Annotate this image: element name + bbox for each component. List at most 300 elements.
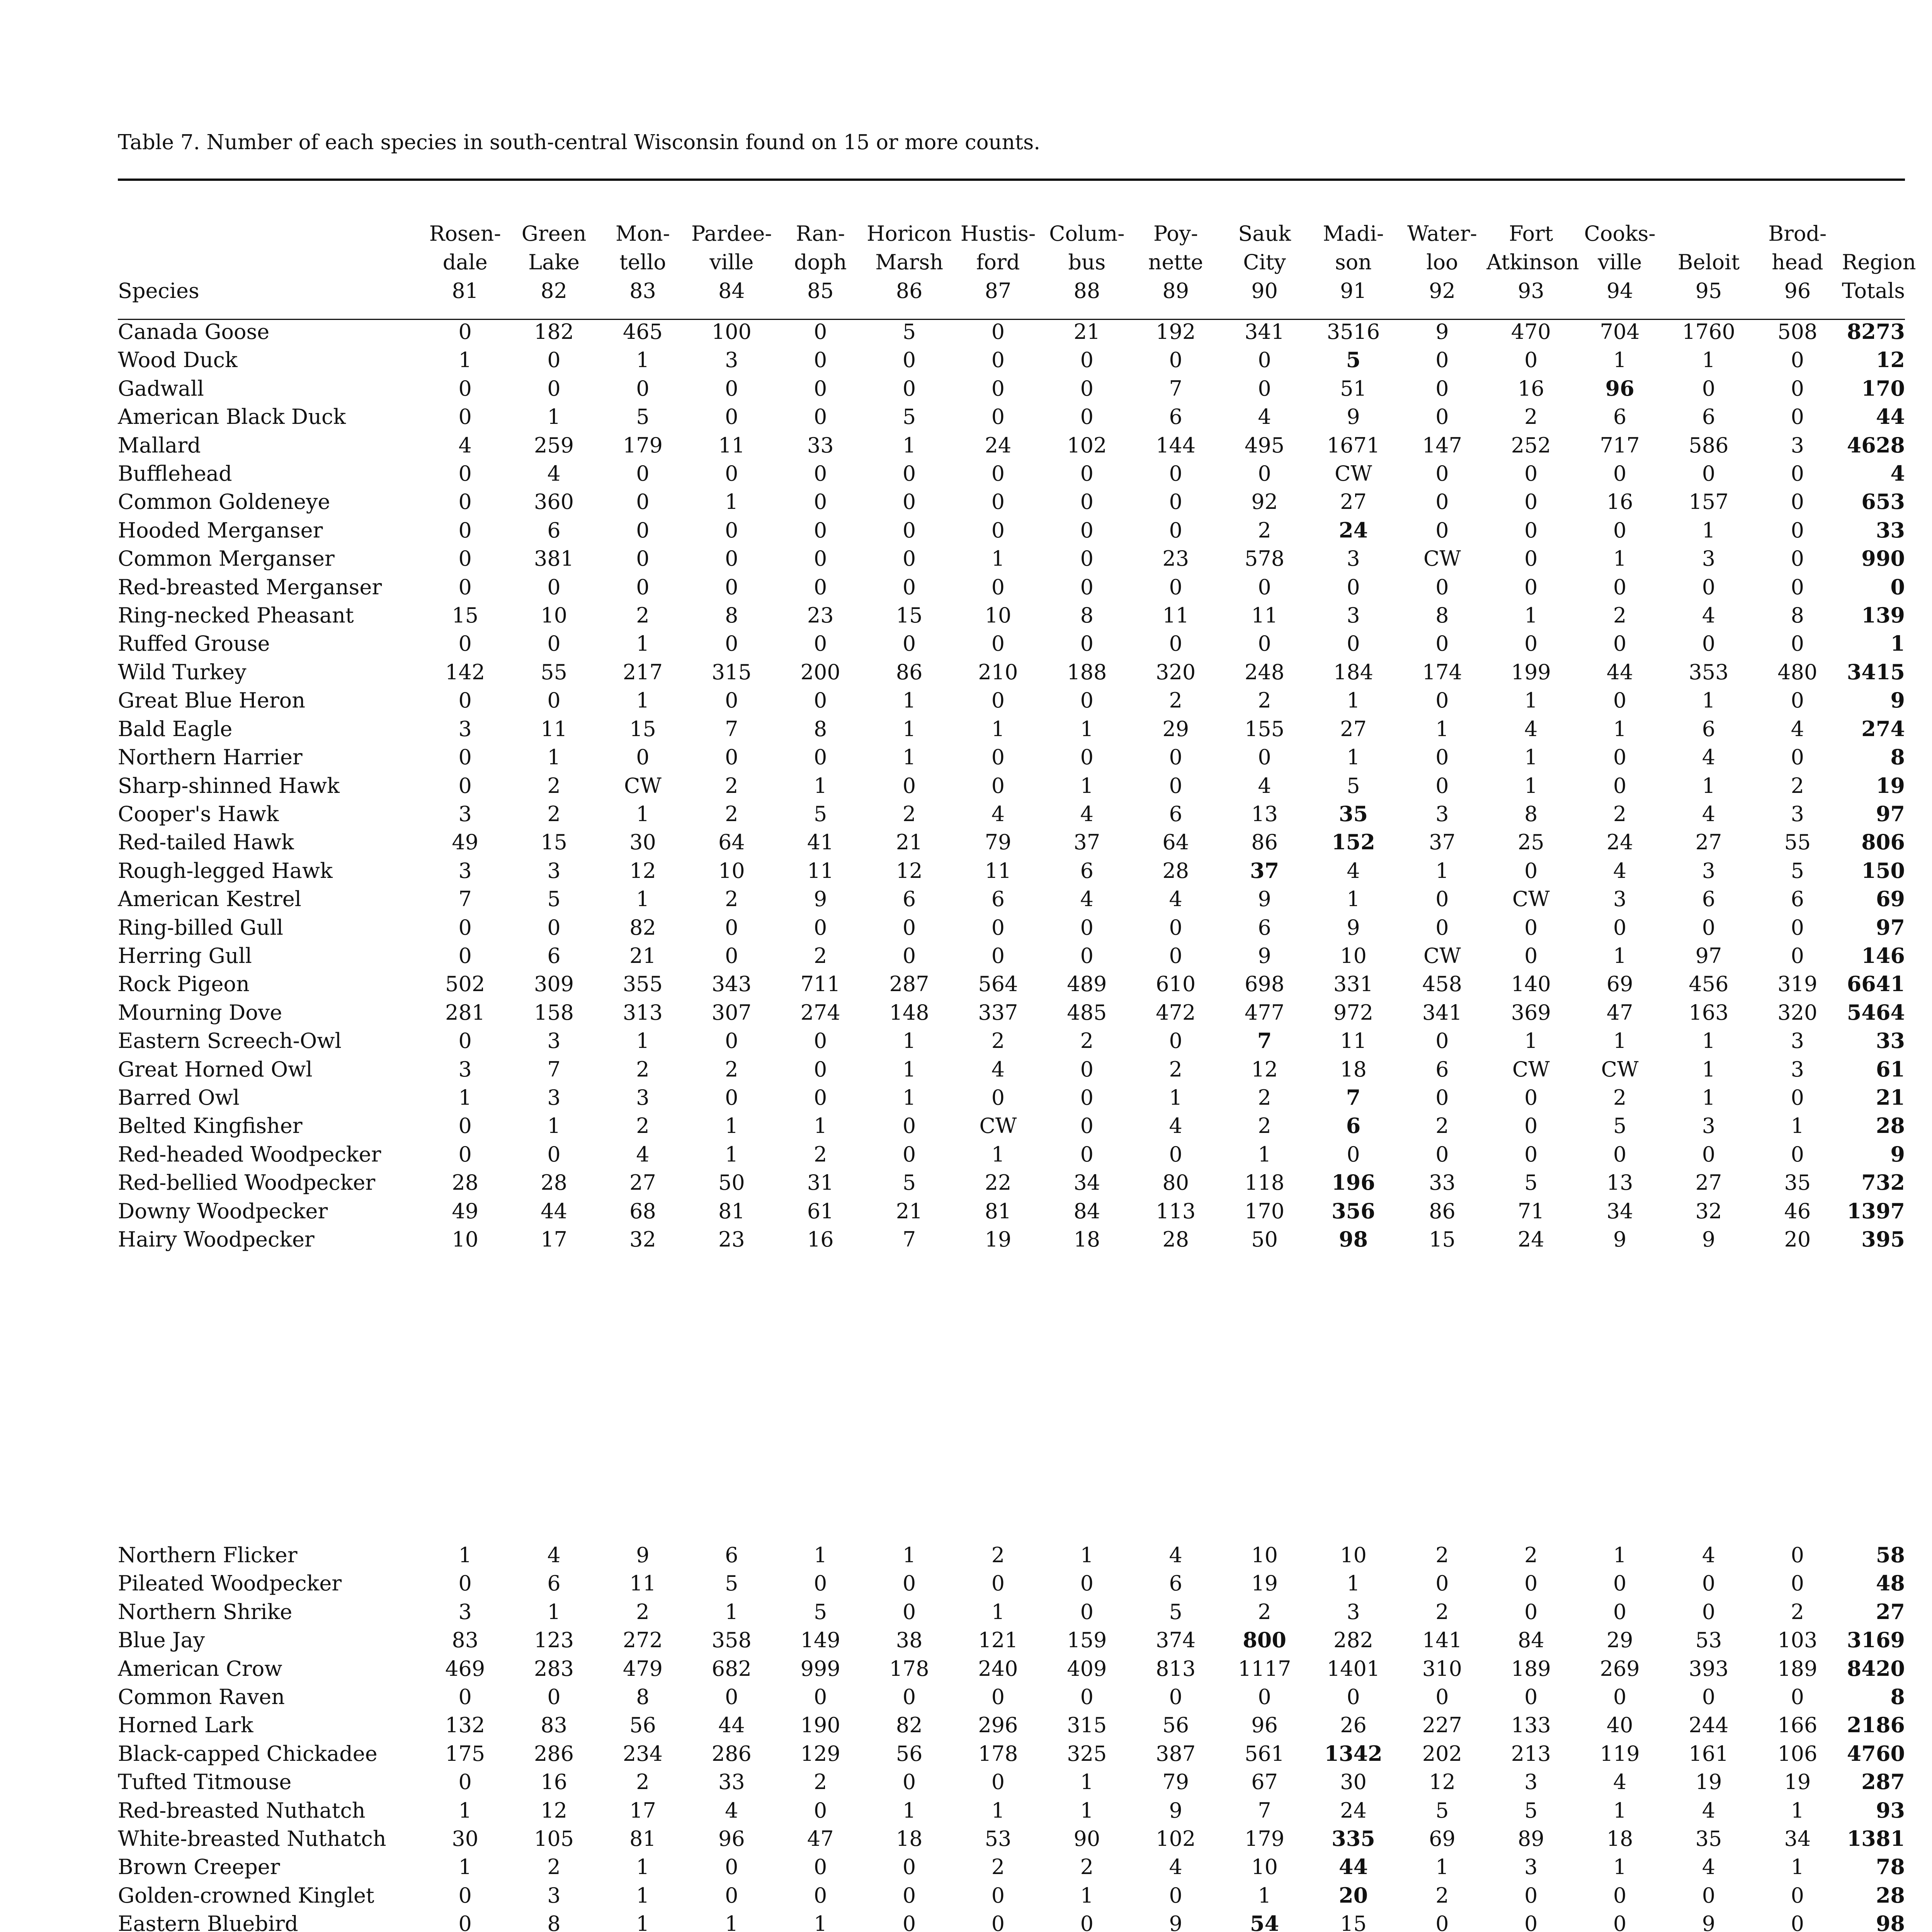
count-cell: 0 (1080, 915, 1094, 940)
count-cell: 0 (902, 1114, 916, 1138)
region-total-cell: 58 (1876, 1543, 1905, 1567)
count-cell: 24 (985, 433, 1012, 457)
count-cell: 0 (1702, 1142, 1716, 1167)
count-cell: 0 (1435, 1085, 1449, 1110)
count-cell: 2 (547, 773, 561, 798)
count-cell: 0 (636, 546, 650, 571)
count-cell: 0 (636, 490, 650, 514)
count-cell: 274 (800, 1000, 840, 1025)
count-cell: 0 (1080, 376, 1094, 401)
table-row (118, 403, 1905, 431)
count-cell: 3 (1524, 1855, 1538, 1879)
count-cell: 1 (1347, 688, 1360, 713)
region-total-cell: 98 (1876, 1911, 1905, 1932)
count-cell: 0 (1524, 546, 1538, 571)
count-cell: 0 (1169, 1142, 1182, 1167)
count-cell: 335 (1332, 1826, 1375, 1851)
count-cell: 4 (1169, 1543, 1182, 1567)
count-cell: 2 (725, 887, 738, 912)
column-header: Sauk (1238, 221, 1291, 246)
count-cell: 0 (1435, 405, 1449, 429)
count-cell: 1 (1613, 1798, 1627, 1823)
count-cell: 0 (1080, 943, 1094, 968)
count-cell: 2 (814, 1770, 827, 1794)
count-cell: 179 (622, 433, 663, 457)
count-cell: 5 (1435, 1798, 1449, 1823)
count-cell: 3516 (1327, 320, 1380, 344)
region-total-cell: 732 (1861, 1170, 1905, 1195)
species-name: Ring-necked Pheasant (118, 603, 354, 628)
count-cell: 0 (1702, 1599, 1716, 1624)
count-cell: 3 (1347, 603, 1360, 628)
count-cell: 27 (1340, 716, 1367, 741)
count-cell: 564 (978, 972, 1018, 997)
count-cell: 179 (1245, 1827, 1285, 1851)
count-cell: 2 (725, 1057, 738, 1082)
count-cell: 0 (1524, 1085, 1538, 1110)
column-header: Mon- (616, 221, 670, 246)
region-total-cell: 97 (1876, 801, 1905, 826)
count-cell: 1 (725, 1142, 738, 1167)
count-cell: 0 (902, 915, 916, 940)
count-cell: 0 (547, 1685, 561, 1709)
count-cell: 0 (1613, 461, 1627, 486)
count-cell: 92 (1251, 490, 1278, 514)
count-cell: 49 (452, 830, 479, 855)
count-cell: 0 (458, 745, 472, 770)
count-cell: 472 (1156, 1000, 1196, 1025)
count-cell: 19 (1784, 1770, 1811, 1794)
count-cell: 1 (458, 1855, 472, 1879)
count-cell: 0 (1258, 376, 1271, 401)
count-cell: 1 (991, 716, 1005, 741)
count-cell: 3 (547, 1883, 561, 1908)
count-cell: 0 (1080, 1142, 1094, 1167)
count-cell: 4 (547, 461, 561, 486)
count-cell: 0 (1347, 575, 1360, 599)
count-cell: 381 (534, 546, 574, 571)
column-header: 81 (452, 279, 479, 303)
count-cell: 1 (991, 546, 1005, 571)
count-cell: 0 (902, 631, 916, 656)
species-name: Red-headed Woodpecker (118, 1142, 381, 1167)
count-cell: 1 (636, 688, 650, 713)
count-cell: 8 (725, 603, 738, 628)
count-cell: 485 (1067, 1000, 1107, 1025)
count-cell: 1 (1258, 1883, 1271, 1908)
table-row (118, 573, 1905, 601)
region-total-cell: 2186 (1847, 1713, 1905, 1738)
count-cell: 3 (1524, 1770, 1538, 1794)
count-cell: 0 (1524, 858, 1538, 883)
count-cell: 0 (458, 688, 472, 713)
count-cell: 0 (1791, 575, 1804, 599)
count-cell: 3 (1347, 1599, 1360, 1624)
count-cell: 0 (814, 1685, 827, 1709)
count-cell: 0 (814, 405, 827, 429)
count-cell: 1 (902, 1057, 916, 1082)
table-row (118, 686, 1905, 714)
species-name: Wood Duck (118, 348, 238, 372)
count-cell: 6 (547, 943, 561, 968)
count-cell: 0 (1791, 405, 1804, 429)
count-cell: 0 (814, 1798, 827, 1823)
count-cell: 5 (1169, 1599, 1182, 1624)
count-cell: 1 (1435, 1855, 1449, 1879)
count-cell: 341 (1245, 320, 1285, 344)
count-cell: 1 (1791, 1855, 1804, 1879)
count-cell: 1 (1702, 1057, 1716, 1082)
count-cell: 456 (1689, 972, 1729, 997)
count-cell: 0 (458, 1142, 472, 1167)
count-cell: 5 (1347, 773, 1360, 798)
count-cell: 1 (636, 801, 650, 826)
count-cell: 698 (1245, 972, 1285, 997)
count-cell: 0 (1435, 1571, 1449, 1596)
species-name: Bufflehead (118, 461, 232, 486)
count-cell: 4 (458, 433, 472, 457)
column-header: ford (976, 250, 1020, 274)
count-cell: 0 (636, 376, 650, 401)
count-cell: 0 (1791, 688, 1804, 713)
count-cell: 0 (725, 1883, 738, 1908)
count-cell: 0 (1435, 1029, 1449, 1053)
count-cell: 5 (902, 405, 916, 429)
count-cell: 0 (547, 575, 561, 599)
count-cell: 0 (1435, 773, 1449, 798)
count-cell: 184 (1333, 660, 1373, 684)
count-cell: 480 (1777, 660, 1818, 684)
count-cell: 6 (1258, 915, 1271, 940)
count-cell: 0 (991, 405, 1005, 429)
count-cell: 0 (1791, 915, 1804, 940)
count-cell: 0 (1702, 1571, 1716, 1596)
species-name: Pileated Woodpecker (118, 1571, 342, 1596)
count-cell: 0 (1435, 348, 1449, 372)
count-cell: 0 (1791, 1883, 1804, 1908)
count-cell: 163 (1689, 1000, 1729, 1025)
column-header: doph (794, 250, 847, 274)
count-cell: 8 (636, 1685, 650, 1709)
count-cell: 9 (1702, 1912, 1716, 1932)
count-cell: 11 (718, 433, 745, 457)
count-cell: 1 (1613, 1543, 1627, 1567)
count-cell: 4 (1169, 1114, 1182, 1138)
count-cell: 0 (991, 490, 1005, 514)
count-cell: 1 (636, 1912, 650, 1932)
count-cell: 56 (896, 1741, 923, 1766)
count-cell: 13 (1606, 1170, 1633, 1195)
count-cell: 68 (629, 1199, 656, 1223)
count-cell: 102 (1156, 1827, 1196, 1851)
species-name: Common Goldeneye (118, 490, 330, 514)
count-cell: 53 (985, 1827, 1012, 1851)
table-row (118, 1740, 1905, 1768)
count-cell: 4 (1702, 603, 1716, 628)
count-cell: 32 (629, 1227, 656, 1252)
count-cell: 199 (1511, 660, 1551, 684)
count-cell: 2 (1258, 1114, 1271, 1138)
table-row (118, 715, 1905, 743)
column-header: loo (1426, 250, 1458, 274)
count-cell: 0 (725, 575, 738, 599)
count-cell: 0 (1258, 1685, 1271, 1709)
count-cell: 0 (636, 745, 650, 770)
count-cell: 37 (1073, 830, 1100, 855)
count-cell: 5 (1791, 858, 1804, 883)
count-cell: 2 (1258, 1085, 1271, 1110)
count-cell: 0 (1435, 1912, 1449, 1932)
count-cell: 0 (902, 348, 916, 372)
column-header: Lake (528, 250, 580, 274)
count-cell: 61 (807, 1199, 834, 1223)
count-cell: 1 (902, 716, 916, 741)
count-cell: 1 (991, 1798, 1005, 1823)
count-cell: 0 (458, 546, 472, 571)
count-cell: 0 (1169, 943, 1182, 968)
count-cell: 470 (1511, 320, 1551, 344)
count-cell: 0 (902, 1685, 916, 1709)
count-cell: 0 (1435, 461, 1449, 486)
count-cell: 0 (1080, 546, 1094, 571)
column-header: Totals (1842, 279, 1905, 303)
count-cell: 3 (547, 1085, 561, 1110)
count-cell: 11 (1340, 1029, 1367, 1053)
count-cell: 356 (1332, 1198, 1375, 1223)
count-cell: 18 (896, 1827, 923, 1851)
count-cell: 1760 (1682, 320, 1735, 344)
count-cell: 458 (1422, 972, 1462, 997)
count-cell: 0 (1613, 1142, 1627, 1167)
count-cell: 11 (807, 858, 834, 883)
count-cell: 0 (991, 575, 1005, 599)
count-cell: 3 (1702, 1114, 1716, 1138)
count-cell: 44 (1606, 660, 1633, 684)
count-cell: 170 (1245, 1199, 1285, 1223)
header-row-1 (118, 219, 1905, 248)
count-cell: 5 (547, 887, 561, 912)
count-cell: 4 (1258, 405, 1271, 429)
column-header: 90 (1251, 279, 1278, 303)
region-total-cell: 21 (1876, 1085, 1905, 1110)
count-cell: 98 (1338, 1227, 1368, 1252)
count-cell: 0 (725, 943, 738, 968)
count-cell: 33 (718, 1770, 745, 1794)
count-cell: 18 (1073, 1227, 1100, 1252)
column-header: 87 (985, 279, 1012, 303)
count-cell: 16 (807, 1227, 834, 1252)
region-total-cell: 6641 (1847, 971, 1905, 997)
count-cell: 0 (1524, 915, 1538, 940)
species-name: Red-breasted Nuthatch (118, 1798, 366, 1823)
count-cell: 79 (1162, 1770, 1189, 1794)
count-cell: 0 (814, 688, 827, 713)
count-cell: 2 (1524, 405, 1538, 429)
count-cell: 113 (1156, 1199, 1196, 1223)
count-cell: 38 (896, 1628, 923, 1653)
count-cell: 0 (814, 546, 827, 571)
column-header: Horicon (866, 221, 952, 246)
region-total-cell: 170 (1861, 376, 1905, 401)
species-name: Hooded Merganser (118, 518, 323, 543)
count-cell: 2 (902, 801, 916, 826)
count-cell: 81 (985, 1199, 1012, 1223)
count-cell: 1 (547, 1114, 561, 1138)
count-cell: 27 (1695, 1170, 1722, 1195)
species-name: Golden-crowned Kinglet (118, 1883, 374, 1908)
count-cell: 33 (1429, 1170, 1456, 1195)
count-cell: 175 (445, 1741, 485, 1766)
count-cell: 0 (547, 915, 561, 940)
count-cell: 0 (1169, 915, 1182, 940)
count-cell: 2 (636, 1114, 650, 1138)
count-cell: 69 (1429, 1827, 1456, 1851)
count-cell: 1 (814, 1912, 827, 1932)
count-cell: 0 (1169, 348, 1182, 372)
count-cell: 0 (725, 1685, 738, 1709)
count-cell: 0 (1791, 1085, 1804, 1110)
count-cell: 15 (1340, 1912, 1367, 1932)
count-cell: 10 (1251, 1855, 1278, 1879)
count-cell: 0 (1613, 773, 1627, 798)
table-row (118, 970, 1905, 998)
count-cell: 252 (1511, 433, 1551, 457)
count-cell: 0 (1791, 1142, 1804, 1167)
count-cell: 0 (814, 348, 827, 372)
column-header: Beloit (1677, 250, 1740, 274)
species-name: Red-tailed Hawk (118, 830, 294, 855)
count-cell: CW (979, 1114, 1017, 1138)
count-cell: 0 (1791, 1571, 1804, 1596)
count-cell: 19 (985, 1227, 1012, 1252)
count-cell: 393 (1689, 1656, 1729, 1681)
count-cell: 18 (1606, 1827, 1633, 1851)
count-cell: 182 (534, 320, 574, 344)
count-cell: 97 (1695, 943, 1722, 968)
count-cell: 0 (902, 1912, 916, 1932)
count-cell: 190 (800, 1713, 840, 1738)
column-header: nette (1148, 250, 1203, 274)
column-header: 96 (1784, 279, 1811, 303)
table-row (118, 772, 1905, 800)
species-name: Common Raven (118, 1685, 285, 1709)
count-cell: 0 (547, 348, 561, 372)
count-cell: 9 (1435, 320, 1449, 344)
count-cell: 5 (814, 1599, 827, 1624)
count-cell: 21 (629, 943, 656, 968)
count-cell: 79 (985, 830, 1012, 855)
count-cell: 4 (1258, 773, 1271, 798)
species-name: Red-bellied Woodpecker (118, 1170, 376, 1195)
count-cell: 6 (991, 887, 1005, 912)
count-cell: 0 (458, 915, 472, 940)
count-cell: 1117 (1238, 1656, 1291, 1681)
count-cell: 0 (636, 461, 650, 486)
count-cell: 0 (1791, 1543, 1804, 1567)
count-cell: 55 (541, 660, 567, 684)
count-cell: 1 (1080, 1543, 1094, 1567)
count-cell: 6 (547, 518, 561, 543)
count-cell: 0 (725, 405, 738, 429)
table-header (118, 219, 1916, 305)
count-cell: 1 (547, 1599, 561, 1624)
count-cell: 0 (1524, 575, 1538, 599)
column-header: Fort (1509, 221, 1553, 246)
count-cell: 1 (725, 1114, 738, 1138)
column-header: 93 (1517, 279, 1544, 303)
count-cell: 2 (1613, 1085, 1627, 1110)
count-cell: 0 (902, 1855, 916, 1879)
count-cell: 33 (807, 433, 834, 457)
count-cell: 0 (814, 1571, 827, 1596)
column-header: Madi- (1323, 221, 1384, 246)
count-cell: 0 (1347, 631, 1360, 656)
count-cell: 0 (1613, 688, 1627, 713)
count-cell: 4 (991, 1057, 1005, 1082)
count-cell: 0 (991, 688, 1005, 713)
column-header: Poy- (1153, 221, 1198, 246)
count-cell: 3 (458, 1599, 472, 1624)
species-name: Barred Owl (118, 1085, 240, 1110)
count-cell: 202 (1422, 1741, 1462, 1766)
count-cell: 1 (814, 1543, 827, 1567)
count-cell: 15 (1429, 1227, 1456, 1252)
count-cell: 9 (1169, 1798, 1182, 1823)
count-cell: 272 (622, 1628, 663, 1653)
count-cell: 4 (1080, 801, 1094, 826)
count-cell: 29 (1606, 1628, 1633, 1653)
species-name: Herring Gull (118, 943, 252, 968)
count-cell: 0 (1258, 575, 1271, 599)
count-cell: 0 (1613, 1571, 1627, 1596)
count-cell: CW (1601, 1057, 1639, 1082)
count-cell: 148 (889, 1000, 929, 1025)
count-cell: 0 (725, 461, 738, 486)
count-cell: 972 (1333, 1000, 1373, 1025)
count-cell: 4 (725, 1798, 738, 1823)
count-cell: 15 (541, 830, 567, 855)
column-header: Rosen- (429, 221, 501, 246)
table-row (118, 1910, 1905, 1932)
count-cell: 0 (1435, 745, 1449, 770)
count-cell: 0 (902, 1571, 916, 1596)
species-name: Canada Goose (118, 320, 270, 344)
count-cell: 1 (458, 348, 472, 372)
count-cell: 3 (1347, 546, 1360, 571)
count-cell: 34 (1073, 1170, 1100, 1195)
count-cell: 0 (1080, 405, 1094, 429)
count-cell: 259 (534, 433, 574, 457)
top-rule (118, 179, 1905, 181)
count-cell: 0 (1080, 575, 1094, 599)
count-cell: 0 (902, 1770, 916, 1794)
species-name: Belted Kingfisher (118, 1114, 303, 1138)
column-header: son (1335, 250, 1372, 274)
count-cell: 341 (1422, 1000, 1462, 1025)
count-cell: 15 (896, 603, 923, 628)
count-cell: 2 (1791, 1599, 1804, 1624)
count-cell: 0 (814, 631, 827, 656)
count-cell: 0 (1613, 575, 1627, 599)
count-cell: 35 (1338, 801, 1368, 826)
count-cell: 1 (725, 1912, 738, 1932)
count-cell: 105 (534, 1827, 574, 1851)
count-cell: 0 (458, 1883, 472, 1908)
count-cell: 1 (725, 1599, 738, 1624)
table-row (118, 1168, 1905, 1197)
column-header: ville (1597, 250, 1642, 274)
count-cell: 31 (807, 1170, 834, 1195)
